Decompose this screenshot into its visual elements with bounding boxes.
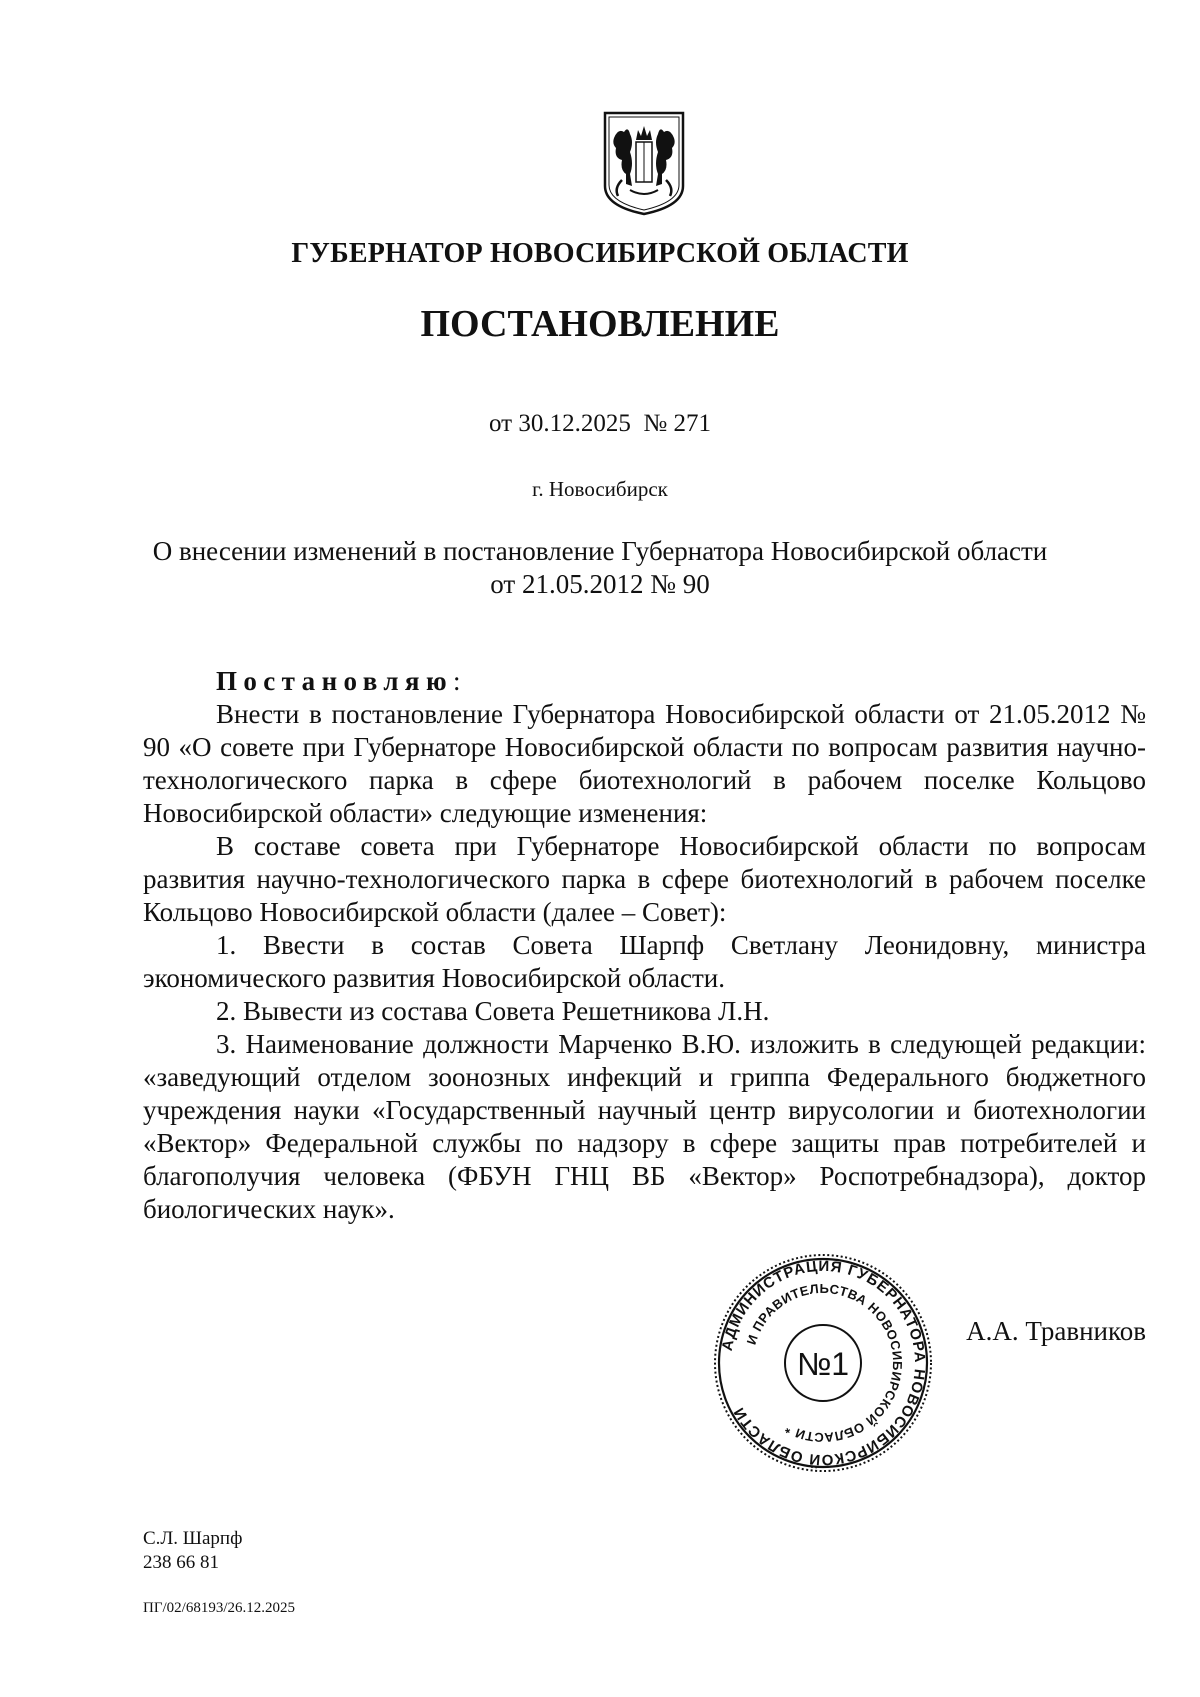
stamp-inner-text: И ПРАВИТЕЛЬСТВА НОВОСИБИРСКОЙ ОБЛАСТИ * bbox=[743, 1280, 906, 1446]
decree-colon: : bbox=[452, 666, 461, 696]
document-body bbox=[143, 665, 1146, 1226]
document-registration-code: ПГ/02/68193/26.12.2025 bbox=[143, 1600, 296, 1616]
coat-of-arms-emblem bbox=[600, 108, 688, 218]
subject-line-2: от 21.05.2012 № 90 bbox=[490, 569, 710, 599]
document-subject bbox=[0, 535, 1200, 601]
document-type: ПОСТАНОВЛЕНИЕ bbox=[420, 303, 780, 345]
document-city: г. Новосибирск bbox=[532, 477, 668, 501]
issuing-authority: ГУБЕРНАТОР НОВОСИБИРСКОЙ ОБЛАСТИ bbox=[291, 238, 909, 269]
signatory-name: А.А. Травников bbox=[966, 1316, 1146, 1346]
list-item-1: 1. Ввести в состав Совета Шарпф Светлану Леонидовну, министра экономического развития Новосибирской области. bbox=[143, 930, 1146, 993]
document-date-number: от 30.12.2025 № 271 bbox=[489, 410, 711, 437]
decree-heading bbox=[143, 665, 1146, 698]
subject-line-1: О внесении изменений в постановление Губернатора Новосибирской области bbox=[152, 536, 1048, 566]
paragraph-council: В составе совета при Губернаторе Новосибирской области по вопросам развития научно-технологического парка в сфере биотехнологий в рабочем поселке Кольцово Новосибирской области (далее – Совет): bbox=[143, 831, 1146, 927]
stamp-number: №1 bbox=[796, 1346, 850, 1382]
official-stamp bbox=[712, 1252, 934, 1474]
stamp-outer-text: АДМИНИСТРАЦИЯ ГУБЕРНАТОРА НОВОСИБИРСКОЙ ОБЛАСТИ bbox=[718, 1257, 929, 1469]
list-item-3: 3. Наименование должности Марченко В.Ю. изложить в следующей редакции: «заведующий отделом зоонозных инфекций и гриппа Федерального бюджетного учреждения науки «Государственный научный центр вирусологии и биотехнологии «Вектор» Федеральной службы по надзору в сфере защиты прав потребителей и благополучия человека (ФБУН ГНЦ ВБ «Вектор» Роспотребнадзора), доктор биологических наук». bbox=[143, 1029, 1146, 1224]
paragraph-intro: Внести в постановление Губернатора Новосибирской области от 21.05.2012 № 90 «О совете при Губернаторе Новосибирской области по вопросам развития научно-технологического парка в сфере биотехнологий в рабочем поселке Кольцово Новосибирской области» следующие изменения: bbox=[143, 699, 1146, 828]
decree-word: Постановляю bbox=[216, 666, 453, 696]
executor-phone: 238 66 81 bbox=[143, 1552, 219, 1573]
executor-name: С.Л. Шарпф bbox=[143, 1528, 243, 1549]
list-item-2: 2. Вывести из состава Совета Решетникова Л.Н. bbox=[216, 996, 770, 1026]
executor-contact bbox=[143, 1527, 242, 1575]
